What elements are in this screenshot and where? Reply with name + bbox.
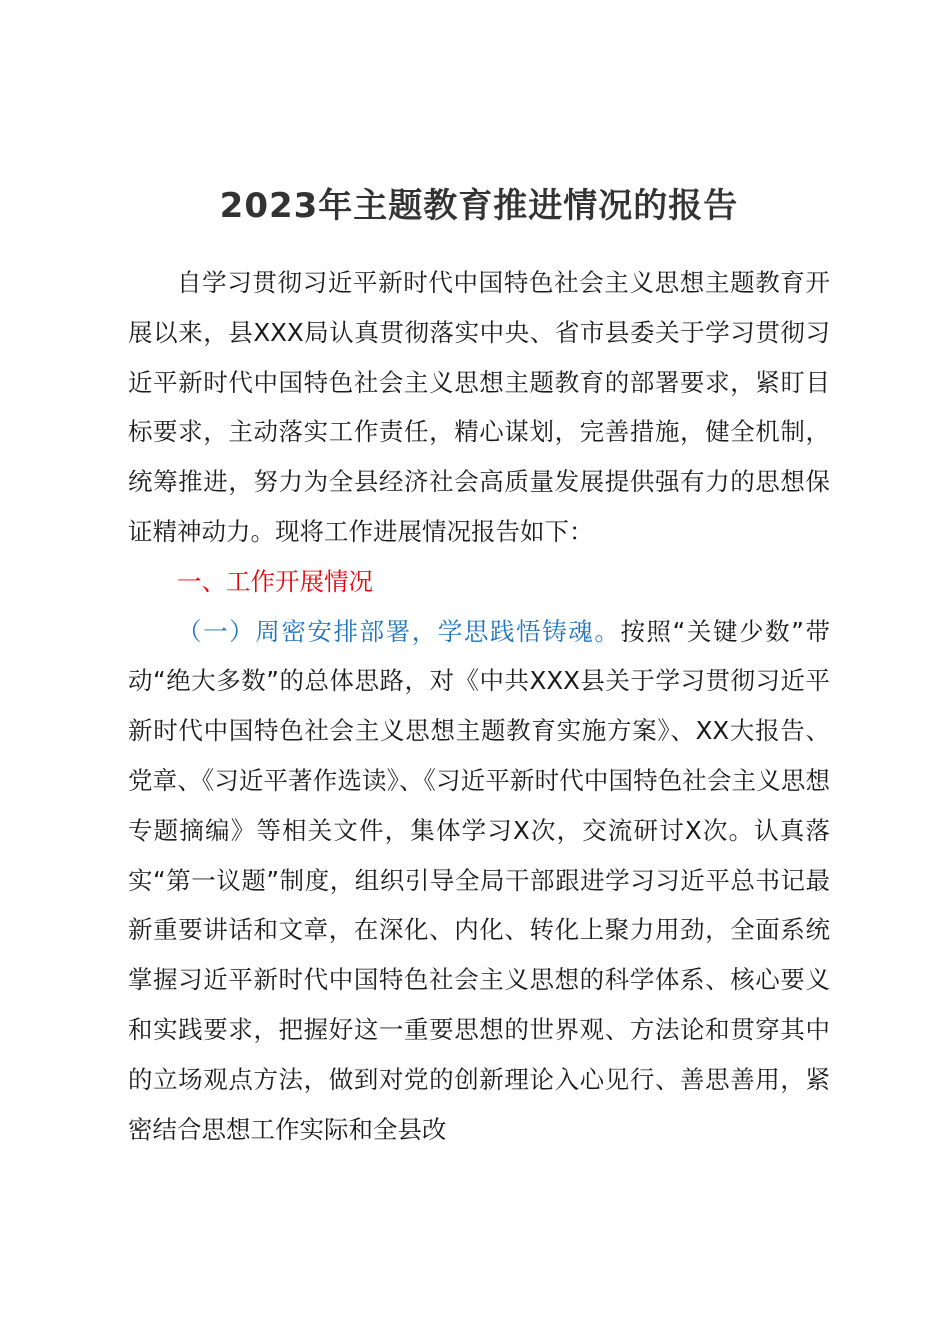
subsection-body: 按照“关键少数”带动“绝大多数”的总体思路，对《中共XXX县关于学习贯彻习近平新时代中国特色社会主义思想主题教育实施方案》、XX大报告、党章、《习近平著作选读》、《习近平新时代中国特色社会主义思想专题摘编》等相关文件，集体学习X次，交流研讨X次。认真落实“第一议题”制度，组织引导全局干部跟进学习习近平总书记最新重要讲话和文章，在深化、内化、转化上聚力用劲，全面系统掌握习近平新时代中国特色社会主义思想的科学体系、核心要义和实践要求，把握好这一重要思想的世界观、方法论和贯穿其中的立场观点方法，做到对党的创新理论入心见行、善思善用，紧密结合思想工作实际和全县改	[128, 616, 830, 1144]
document-title: 2023年主题教育推进情况的报告	[219, 186, 739, 226]
subsection-heading: （一）周密安排部署，学思践悟铸魂。	[177, 616, 621, 646]
document-page	[128, 178, 830, 1154]
section-heading-work-progress: 一、工作开展情况	[177, 566, 373, 596]
subsection-paragraph	[128, 607, 830, 1155]
intro-paragraph: 自学习贯彻习近平新时代中国特色社会主义思想主题教育开展以来，县XXX局认真贯彻落实中央、省市县委关于学习贯彻习近平新时代中国特色社会主义思想主题教育的部署要求，紧盯目标要求，主动落实工作责任，精心谋划，完善措施，健全机制，统筹推进，努力为全县经济社会高质量发展提供强有力的思想保证精神动力。现将工作进展情况报告如下：	[128, 268, 830, 546]
